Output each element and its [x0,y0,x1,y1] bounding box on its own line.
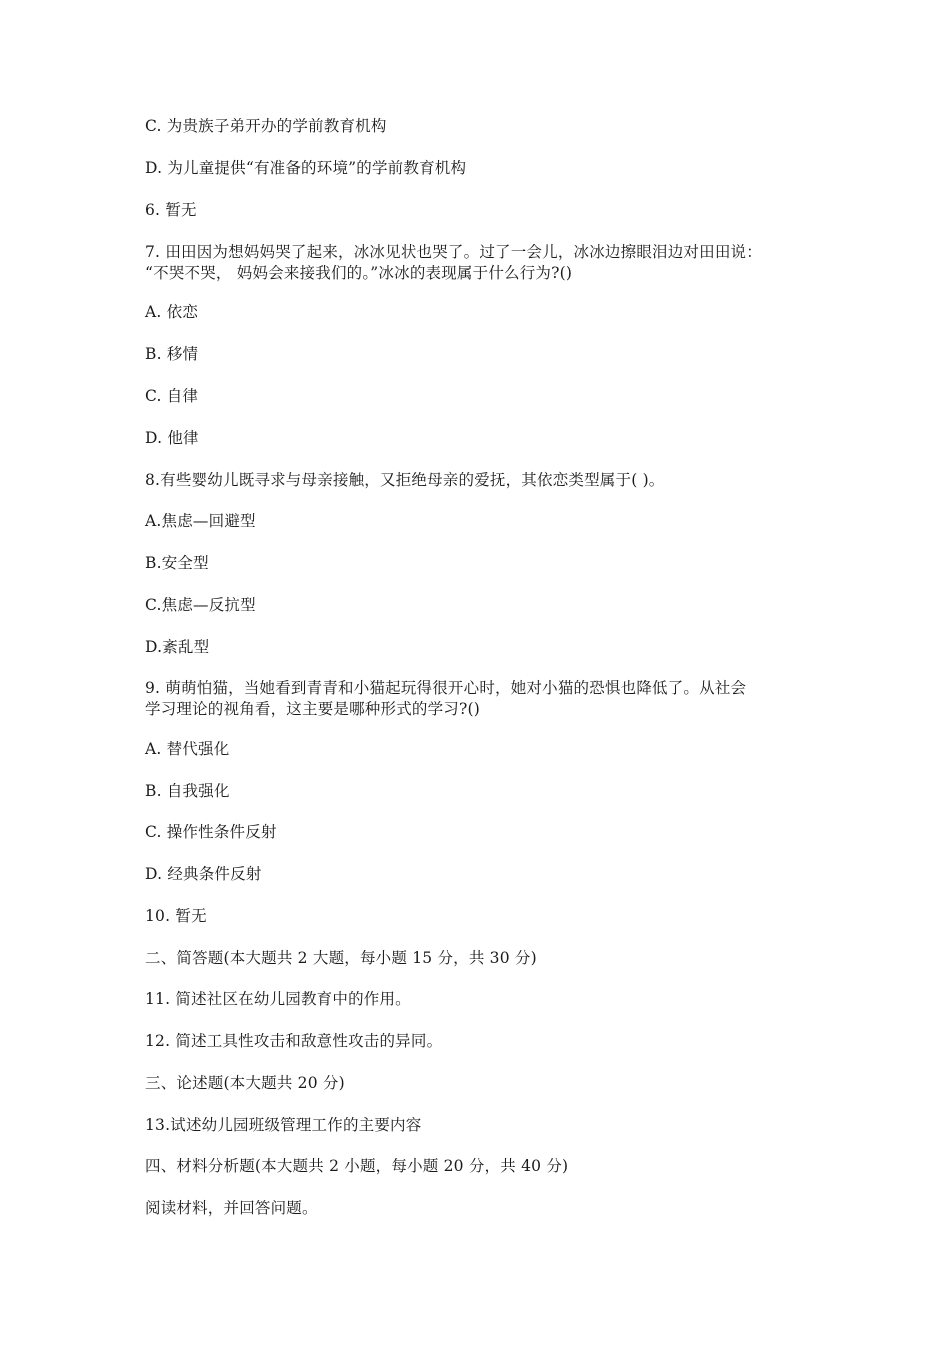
section-3-heading: 三、论述题(本大题共 20 分) [145,1074,345,1092]
reading-instruction: 阅读材料，并回答问题。 [145,1199,318,1217]
question-6: 6. 暂无 [145,201,197,219]
question-13: 13.试述幼儿园班级管理工作的主要内容 [145,1116,422,1134]
option-c-q5: C. 为贵族子弟开办的学前教育机构 [145,117,387,135]
section-4-heading: 四、材料分析题(本大题共 2 小题，每小题 20 分，共 40 分) [145,1157,569,1175]
question-9-line-1: 9. 萌萌怕猫，当她看到青青和小猫起玩得很开心时，她对小猫的恐惧也降低了。从社会 [145,679,747,697]
option-b-q9: B. 自我强化 [145,782,230,800]
option-d-q8: D.紊乱型 [145,638,210,656]
option-a-q8: A.焦虑—回避型 [145,512,256,530]
option-a-q7: A. 依恋 [145,303,199,321]
question-12: 12. 简述工具性攻击和敌意性攻击的异同。 [145,1032,443,1050]
option-c-q9: C. 操作性条件反射 [145,823,277,841]
option-c-q7: C. 自律 [145,387,199,405]
option-d-q9: D. 经典条件反射 [145,865,262,883]
section-2-heading: 二、简答题(本大题共 2 大题，每小题 15 分，共 30 分) [145,949,537,967]
option-d-q7: D. 他律 [145,429,199,447]
option-a-q9: A. 替代强化 [145,740,230,758]
option-b-q8: B.安全型 [145,554,209,572]
question-8: 8.有些婴幼儿既寻求与母亲接触，又拒绝母亲的爱抚，其依恋类型属于( )。 [145,471,665,489]
option-d-q5: D. 为儿童提供“有准备的环境”的学前教育机构 [145,159,467,177]
question-7-line-1: 7. 田田因为想妈妈哭了起来，冰冰见状也哭了。过了一会儿，冰冰边擦眼泪边对田田说： [145,243,762,261]
option-c-q8: C.焦虑—反抗型 [145,596,256,614]
question-7-line-2: “不哭不哭， 妈妈会来接我们的。”冰冰的表现属于什么行为?() [145,264,573,282]
question-10: 10. 暂无 [145,907,207,925]
option-b-q7: B. 移情 [145,345,199,363]
question-11: 11. 简述社区在幼儿园教育中的作用。 [145,990,411,1008]
question-9-line-2: 学习理论的视角看，这主要是哪种形式的学习?() [145,700,481,718]
